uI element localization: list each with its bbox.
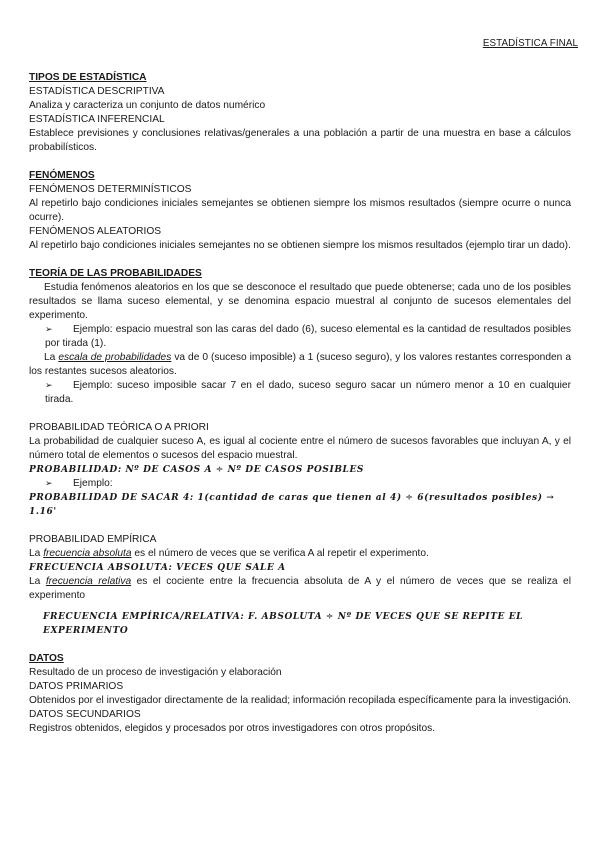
bullet-text: Ejemplo: espacio muestral son las caras del dado (6), suceso elemental es la cantidad de resultados posibles por tirada (1). — [45, 324, 571, 349]
subheading-datos-secundarios: DATOS SECUNDARIOS — [29, 709, 141, 720]
rel-prefix: La — [29, 576, 41, 587]
paragraph-escala — [29, 351, 571, 379]
paragraph-datos-secundarios: Registros obtenidos, elegidos y procesados por otros investigadores con otros propósitos. — [29, 723, 436, 734]
paragraph-datos: Resultado de un proceso de investigación y elaboración — [29, 667, 282, 678]
arrow-bullet-icon: ➢ — [45, 479, 53, 489]
paragraph-datos-primarios: Obtenidos por el investigador directamente de la realidad; información recopilada específicamente para la investigación. — [29, 695, 571, 706]
bullet-example-espacio-muestral — [29, 323, 571, 351]
term-frecuencia-absoluta: frecuencia absoluta — [43, 548, 132, 559]
bullet-text: Ejemplo: suceso imposible sacar 7 en el dado, suceso seguro sacar un número menor a 10 en cualquier tirada. — [45, 380, 571, 405]
section-heading-teoria: TEORÍA DE LAS PROBABILIDADES — [29, 268, 202, 279]
formula-ejemplo-sacar-4: PROBABILIDAD DE SACAR 4: 1(cantidad de caras que tienen al 4) ÷ 6(resultados posibles) → 1.16' — [29, 493, 555, 517]
subheading-deterministicos: FENÓMENOS DETERMINÍSTICOS — [29, 184, 192, 195]
arrow-bullet-icon: ➢ — [45, 381, 53, 391]
formula-probabilidad: PROBABILIDAD: Nº DE CASOS A ÷ Nº DE CASOS POSIBLES — [29, 465, 365, 475]
subheading-aleatorios: FENÓMENOS ALEATORIOS — [29, 226, 162, 237]
paragraph-deterministicos: Al repetirlo bajo condiciones iniciales semejantes se obtienen siempre los mismos resultados (siempre ocurre o nunca ocurre). — [29, 198, 571, 223]
paragraph-aleatorios: Al repetirlo bajo condiciones iniciales semejantes no se obtienen siempre los mismos resultados (ejemplo tirar un dado). — [29, 240, 571, 251]
subheading-datos-primarios: DATOS PRIMARIOS — [29, 681, 124, 692]
escala-suffix: va de 0 (suceso imposible) a 1 (suceso seguro), y los valores restantes corresponden a los restantes sucesos aleatorios. — [29, 352, 571, 377]
section-heading-fenomenos: FENÓMENOS — [29, 170, 95, 181]
arrow-bullet-icon: ➢ — [45, 325, 53, 335]
paragraph-inferencial: Establece previsiones y conclusiones relativas/generales a una población a partir de una muestra en base a cálculos probabilísticos. — [29, 128, 571, 153]
rel-suffix: es el cociente entre la frecuencia absoluta de A y el número de veces que se realiza el experimento — [29, 576, 571, 601]
section-heading-tipos: TIPOS DE ESTADÍSTICA — [29, 72, 147, 83]
bullet-example-suceso — [29, 379, 571, 407]
subheading-inferencial: ESTADÍSTICA INFERENCIAL — [29, 114, 165, 125]
paragraph-descriptiva: Analiza y caracteriza un conjunto de datos numérico — [29, 100, 266, 111]
subheading-probabilidad-empirica: PROBABILIDAD EMPÍRICA — [29, 534, 157, 545]
formula-frecuencia-absoluta: FRECUENCIA ABSOLUTA: VECES QUE SALE A — [29, 563, 286, 573]
term-escala-probabilidades: escala de probabilidades — [58, 352, 172, 363]
paragraph-probabilidad-teorica: La probabilidad de cualquier suceso A, es igual al cociente entre el número de sucesos favorables que incluyan A, y el número total de elementos o sucesos del espacio muestral. — [29, 436, 571, 461]
document-body — [29, 71, 571, 736]
section-heading-datos: DATOS — [29, 653, 64, 664]
paragraph-teoria-intro: Estudia fenómenos aleatorios en los que se desconoce el resultado que puede obtenerse; cada uno de los posibles resultados se llama suceso elemental, y se denomina espacio muestral al conjunto de sucesos elementales del experimento. — [29, 282, 571, 321]
formula-frecuencia-relativa: FRECUENCIA EMPÍRICA/RELATIVA: F. ABSOLUTA ÷ Nº DE VECES QUE SE REPITE EL EXPERIMENTO — [43, 612, 524, 636]
bullet-ejemplo-label — [29, 477, 571, 491]
paragraph-frecuencia-relativa — [29, 575, 571, 603]
subheading-descriptiva: ESTADÍSTICA DESCRIPTIVA — [29, 86, 165, 97]
term-frecuencia-relativa: frecuencia relativa — [45, 576, 132, 587]
paragraph-frecuencia-absoluta — [29, 547, 571, 561]
ejemplo-label: Ejemplo: — [73, 478, 113, 489]
escala-prefix: La — [44, 352, 56, 363]
subheading-probabilidad-teorica: PROBABILIDAD TEÓRICA O A PRIORI — [29, 422, 209, 433]
abs-suffix: es el número de veces que se verifica A al repetir el experimento. — [134, 548, 429, 559]
abs-prefix: La — [29, 548, 41, 559]
page-header-title: ESTADÍSTICA FINAL — [482, 38, 578, 49]
